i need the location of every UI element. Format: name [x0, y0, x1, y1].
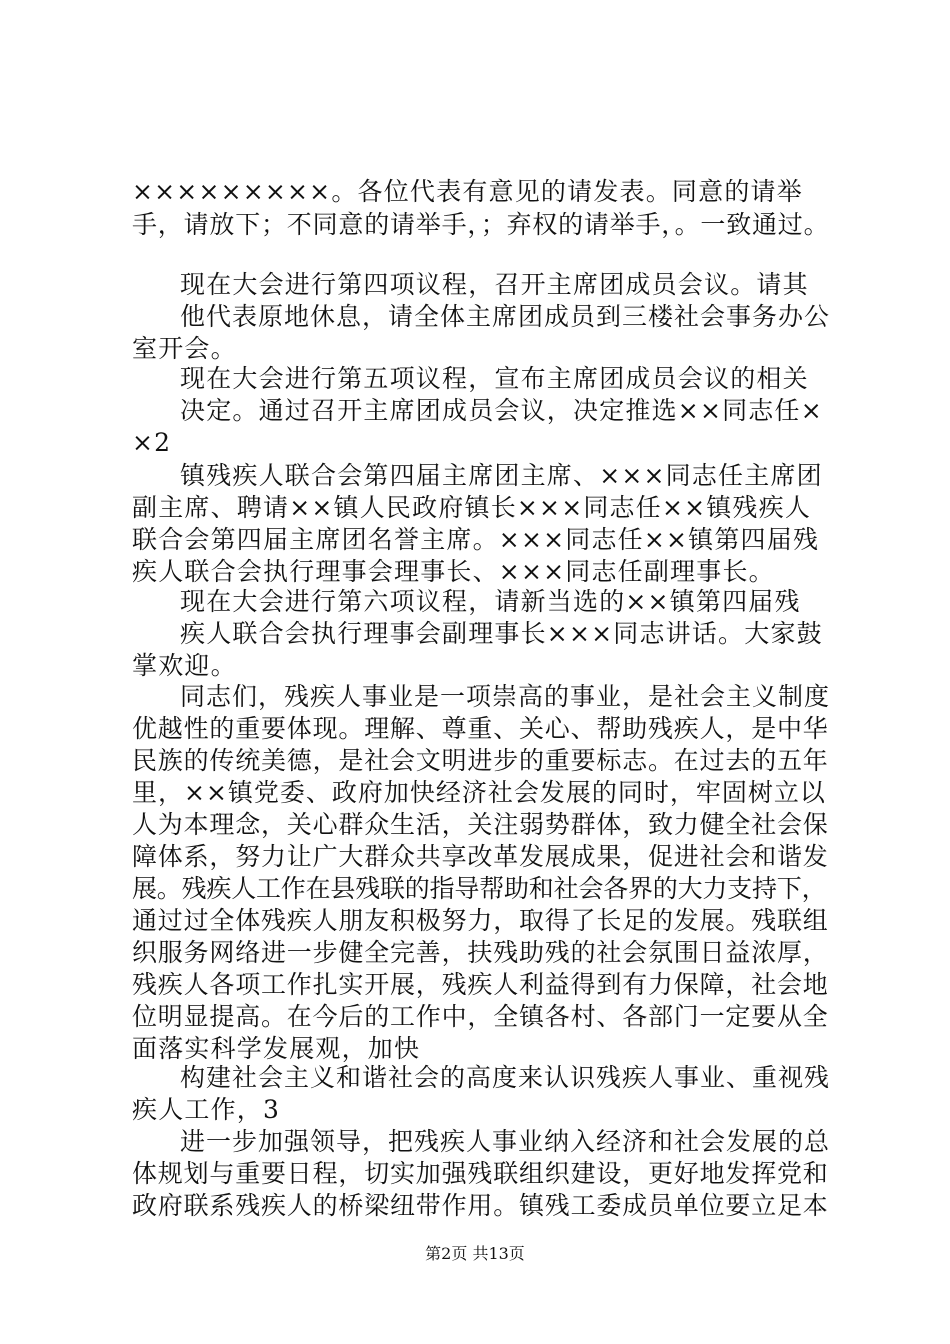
text-line: 现在大会进行第六项议程，请新当选的××镇第四届残	[180, 587, 801, 616]
text-line: 里，××镇党委、政府加快经济社会发展的同时，牢固树立以	[132, 778, 826, 807]
text-line: 决定。通过召开主席团成员会议，决定推选××同志任×	[180, 396, 823, 425]
text-line: 进一步加强领导，把残疾人事业纳入经济和社会发展的总	[180, 1127, 831, 1156]
text-line: 优越性的重要体现。理解、尊重、关心、帮助残疾人，是中华	[132, 714, 829, 743]
text-line: 展。残疾人工作在县残联的指导帮助和社会各界的大力支持下，	[132, 874, 827, 903]
text-line: 室开会。	[132, 334, 237, 363]
text-line: 体规划与重要日程，切实加强残联组织建设，更好地发挥党和	[132, 1159, 829, 1188]
text-line: 通过过全体残疾人朋友积极努力，取得了长足的发展。残联组	[132, 906, 829, 935]
text-line: 镇残疾人联合会第四届主席团主席、×××同志任主席团	[180, 461, 823, 490]
text-line: 现在大会进行第四项议程，召开主席团成员会议。请其	[180, 270, 809, 299]
text-line: 人为本理念，关心群众生活，关注弱势群体，致力健全社会保	[132, 810, 829, 839]
text-line: 同志们，残疾人事业是一项崇高的事业，是社会主义制度	[180, 682, 831, 711]
text-line: 织服务网络进一步健全完善，扶残助残的社会氛围日益浓厚，	[132, 938, 829, 967]
text-line: 民族的传统美德，是社会文明进步的重要标志。在过去的五年	[132, 746, 829, 775]
text-line: 政府联系残疾人的桥梁纽带作用。镇残工委成员单位要立足本	[132, 1191, 829, 1220]
text-line: 联合会第四届主席团名誉主席。×××同志任××镇第四届残	[132, 525, 820, 554]
text-line: ×××××××××。各位代表有意见的请发表。同意的请举	[132, 177, 803, 206]
text-line: 障体系，努力让广大群众共享改革发展成果，促进社会和谐发	[132, 842, 829, 871]
text-line: 掌欢迎。	[132, 651, 237, 680]
text-line: 疾人工作，3	[132, 1095, 281, 1124]
text-line: 构建社会主义和谐社会的高度来认识残疾人事业、重视残	[180, 1063, 831, 1092]
text-line: 现在大会进行第五项议程，宣布主席团成员会议的相关	[180, 364, 809, 393]
text-line: 他代表原地休息，请全体主席团成员到三楼社会事务办公	[180, 302, 831, 331]
text-line: 疾人联合会执行理事会理事长、×××同志任副理事长。	[132, 557, 775, 586]
text-line: 手，请放下；不同意的请举手，；弃权的请举手，。一致通过。	[132, 210, 830, 239]
text-line: ×2	[132, 428, 172, 457]
text-line: 面落实科学发展观，加快	[132, 1034, 421, 1063]
text-line: 疾人联合会执行理事会副理事长×××同志讲话。大家鼓	[180, 619, 823, 648]
text-line: 位明显提高。在今后的工作中，全镇各村、各部门一定要从全	[132, 1002, 829, 1031]
text-line: 残疾人各项工作扎实开展，残疾人利益得到有力保障，社会地	[132, 970, 829, 999]
text-line: 副主席、聘请××镇人民政府镇长×××同志任××镇残疾人	[132, 493, 812, 522]
page-footer: 第2页 共13页	[425, 1244, 525, 1263]
